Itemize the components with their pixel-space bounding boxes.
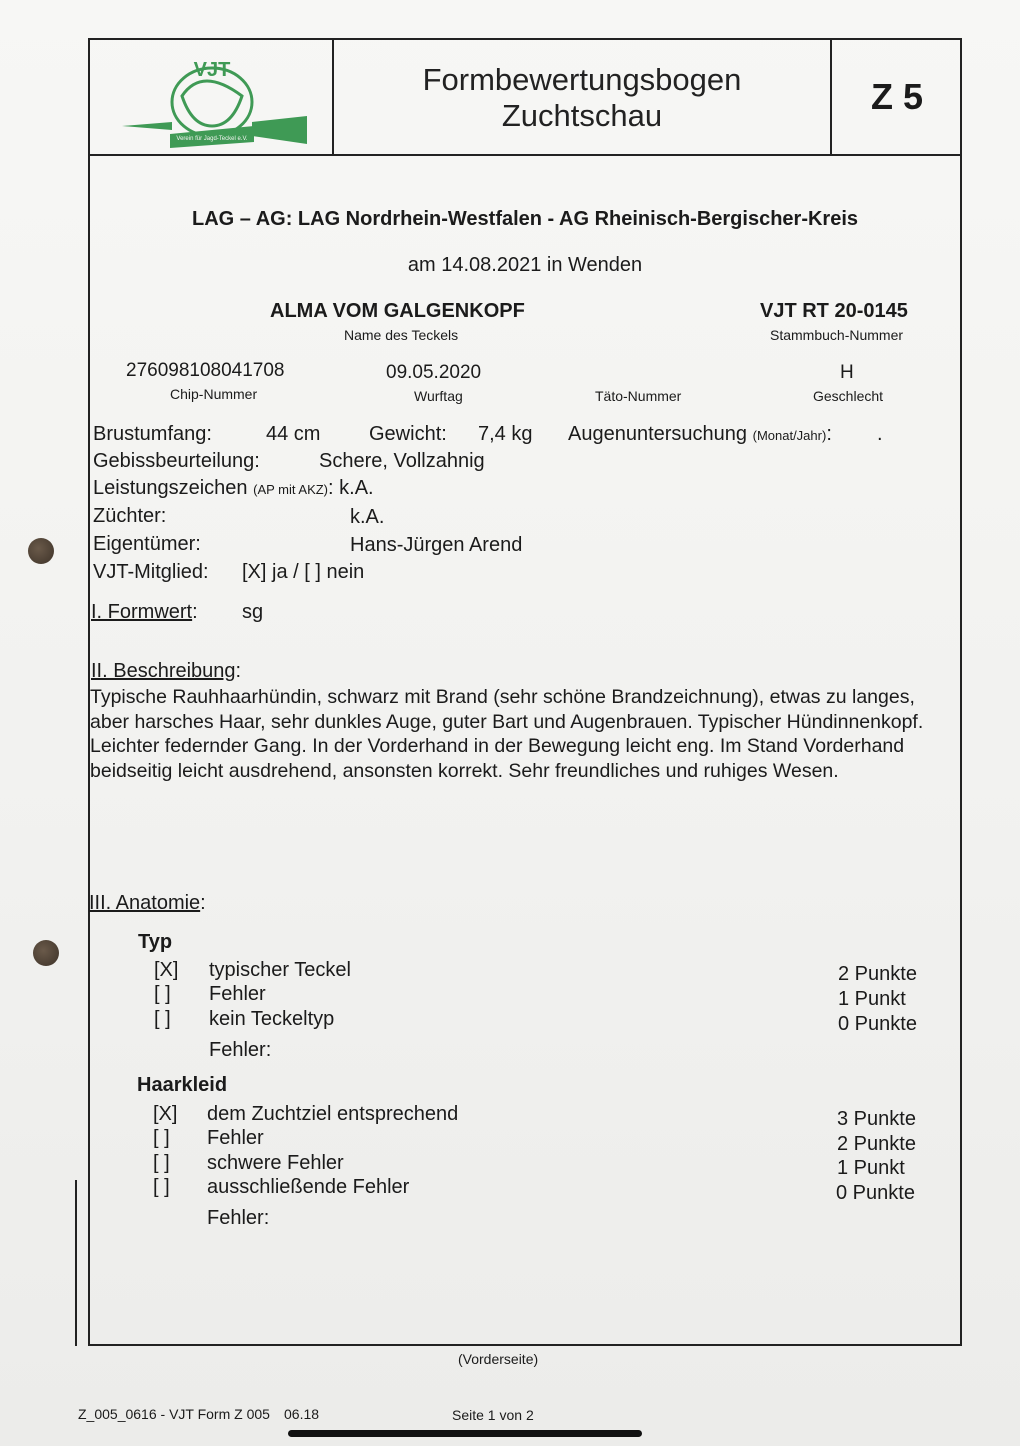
typ-box-1: [ ]	[154, 983, 171, 1005]
eye-value: .	[877, 423, 883, 445]
eye-label: Augenuntersuchung	[568, 423, 748, 445]
typ-fehler-label: Fehler:	[209, 1039, 272, 1061]
punch-hole	[28, 538, 54, 564]
haarkleid-heading: Haarkleid	[137, 1074, 228, 1096]
beschreibung-heading: II. Beschreibung:	[91, 660, 242, 682]
chip-number: 276098108041708	[126, 360, 285, 381]
home-indicator[interactable]	[288, 1430, 642, 1437]
sex-value: H	[840, 362, 854, 383]
form-title-line1: Formbewertungsbogen	[422, 62, 742, 97]
formwert-value: sg	[242, 601, 264, 623]
beschreibung-text: Typische Rauhhaarhündin, schwarz mit Brand (sehr schöne Brandzeichnung), etwas zu langes, aber harsches Haar, sehr dunkles Auge, guter Bart und Augenbrauen. Typischer Hündinnenkopf. Leichter federnder Gang. In der Vorderhand in der Bewegung leicht eng. Im Stand Vorderhand beidseitig leicht ausdrehend, ansonsten korrekt. Sehr freundliches und ruhiges Wesen.	[90, 686, 924, 782]
haar-text-0: dem Zuchtziel entsprechend	[207, 1103, 459, 1125]
logo-subtext: Verein für Jagd-Teckel e.V.	[176, 136, 248, 142]
haar-fehler-label: Fehler:	[207, 1207, 270, 1229]
weight-label: Gewicht:	[369, 423, 447, 445]
owner-label: Eigentümer:	[93, 533, 201, 555]
birth-date: 09.05.2020	[386, 362, 482, 383]
haar-text-2: schwere Fehler	[207, 1152, 344, 1174]
typ-points-0: 2 Punkte	[838, 963, 917, 985]
formwert-row: I. Formwert:	[91, 601, 198, 623]
form-id: Z_005_0616 - VJT Form Z 005	[78, 1406, 270, 1422]
typ-text-2: kein Teckeltyp	[209, 1008, 335, 1030]
haar-points-1: 2 Punkte	[837, 1133, 916, 1155]
teeth-value: Schere, Vollzahnig	[319, 450, 485, 472]
typ-text-0: typischer Teckel	[209, 959, 351, 981]
typ-points-2: 0 Punkte	[838, 1013, 917, 1035]
performance-row: Leistungszeichen (AP mit AKZ): k.A.	[93, 477, 374, 499]
form-title-line2: Zuchtschau	[501, 98, 663, 133]
dog-name-label: Name des Teckels	[344, 327, 459, 343]
breeder-value: k.A.	[350, 506, 385, 528]
haar-box-3: [ ]	[153, 1176, 170, 1198]
page-number: Seite 1 von 2	[452, 1407, 534, 1423]
haar-box-2: [ ]	[153, 1152, 170, 1174]
chip-label: Chip-Nummer	[170, 386, 258, 402]
frame-edge	[75, 1180, 77, 1346]
typ-text-1: Fehler	[209, 983, 266, 1005]
member-value: [X] ja / [ ] nein	[242, 561, 365, 583]
punch-hole	[33, 940, 59, 966]
perf-sub: (AP mit AKZ)	[253, 482, 329, 497]
perf-value: k.A.	[339, 477, 374, 499]
tattoo-label: Täto-Nummer	[595, 388, 682, 404]
haar-text-3: ausschließende Fehler	[207, 1176, 410, 1198]
lag-ag-line: LAG – AG: LAG Nordrhein-Westfalen - AG Rheinisch-Bergischer-Kreis	[191, 208, 859, 230]
typ-box-0: [X]	[154, 959, 179, 981]
chest-label: Brustumfang:	[93, 423, 212, 445]
eye-exam: Augenuntersuchung (Monat/Jahr):	[568, 423, 832, 445]
member-label: VJT-Mitglied:	[93, 561, 209, 583]
formwert-label: I. Formwert	[91, 601, 193, 623]
logo-text: VJT	[193, 59, 231, 81]
eye-sub: (Monat/Jahr)	[752, 428, 827, 443]
perf-label: Leistungszeichen	[93, 477, 248, 499]
page-side: (Vorderseite)	[458, 1351, 539, 1367]
haar-box-0: [X]	[153, 1103, 178, 1125]
typ-heading: Typ	[138, 931, 173, 953]
studbook-label: Stammbuch-Nummer	[770, 327, 904, 343]
event-date-place: am 14.08.2021 in Wenden	[407, 254, 643, 276]
beschreibung-label: II. Beschreibung	[91, 660, 236, 682]
owner-value: Hans-Jürgen Arend	[350, 534, 523, 556]
haar-points-3: 0 Punkte	[836, 1182, 915, 1204]
haar-points-0: 3 Punkte	[837, 1108, 916, 1130]
haar-text-1: Fehler	[207, 1127, 264, 1149]
dog-name: ALMA VOM GALGENKOPF	[270, 300, 525, 322]
anatomie-heading: III. Anatomie:	[89, 892, 206, 914]
haar-box-1: [ ]	[153, 1127, 170, 1149]
form-version: 06.18	[284, 1406, 320, 1422]
weight-value: 7,4 kg	[478, 423, 533, 445]
teeth-label: Gebissbeurteilung:	[93, 450, 260, 472]
breeder-label: Züchter:	[93, 505, 167, 527]
studbook-number: VJT RT 20-0145	[760, 300, 908, 322]
form-code: Z 5	[870, 76, 923, 117]
birth-label: Wurftag	[414, 388, 463, 404]
anatomie-label: III. Anatomie	[89, 892, 201, 914]
haar-points-2: 1 Punkt	[837, 1157, 905, 1179]
typ-points-1: 1 Punkt	[838, 988, 906, 1010]
form-title	[334, 62, 830, 134]
typ-box-2: [ ]	[154, 1008, 171, 1030]
chest-value: 44 cm	[266, 423, 321, 445]
sex-label: Geschlecht	[813, 388, 884, 404]
vjt-logo	[112, 56, 312, 152]
